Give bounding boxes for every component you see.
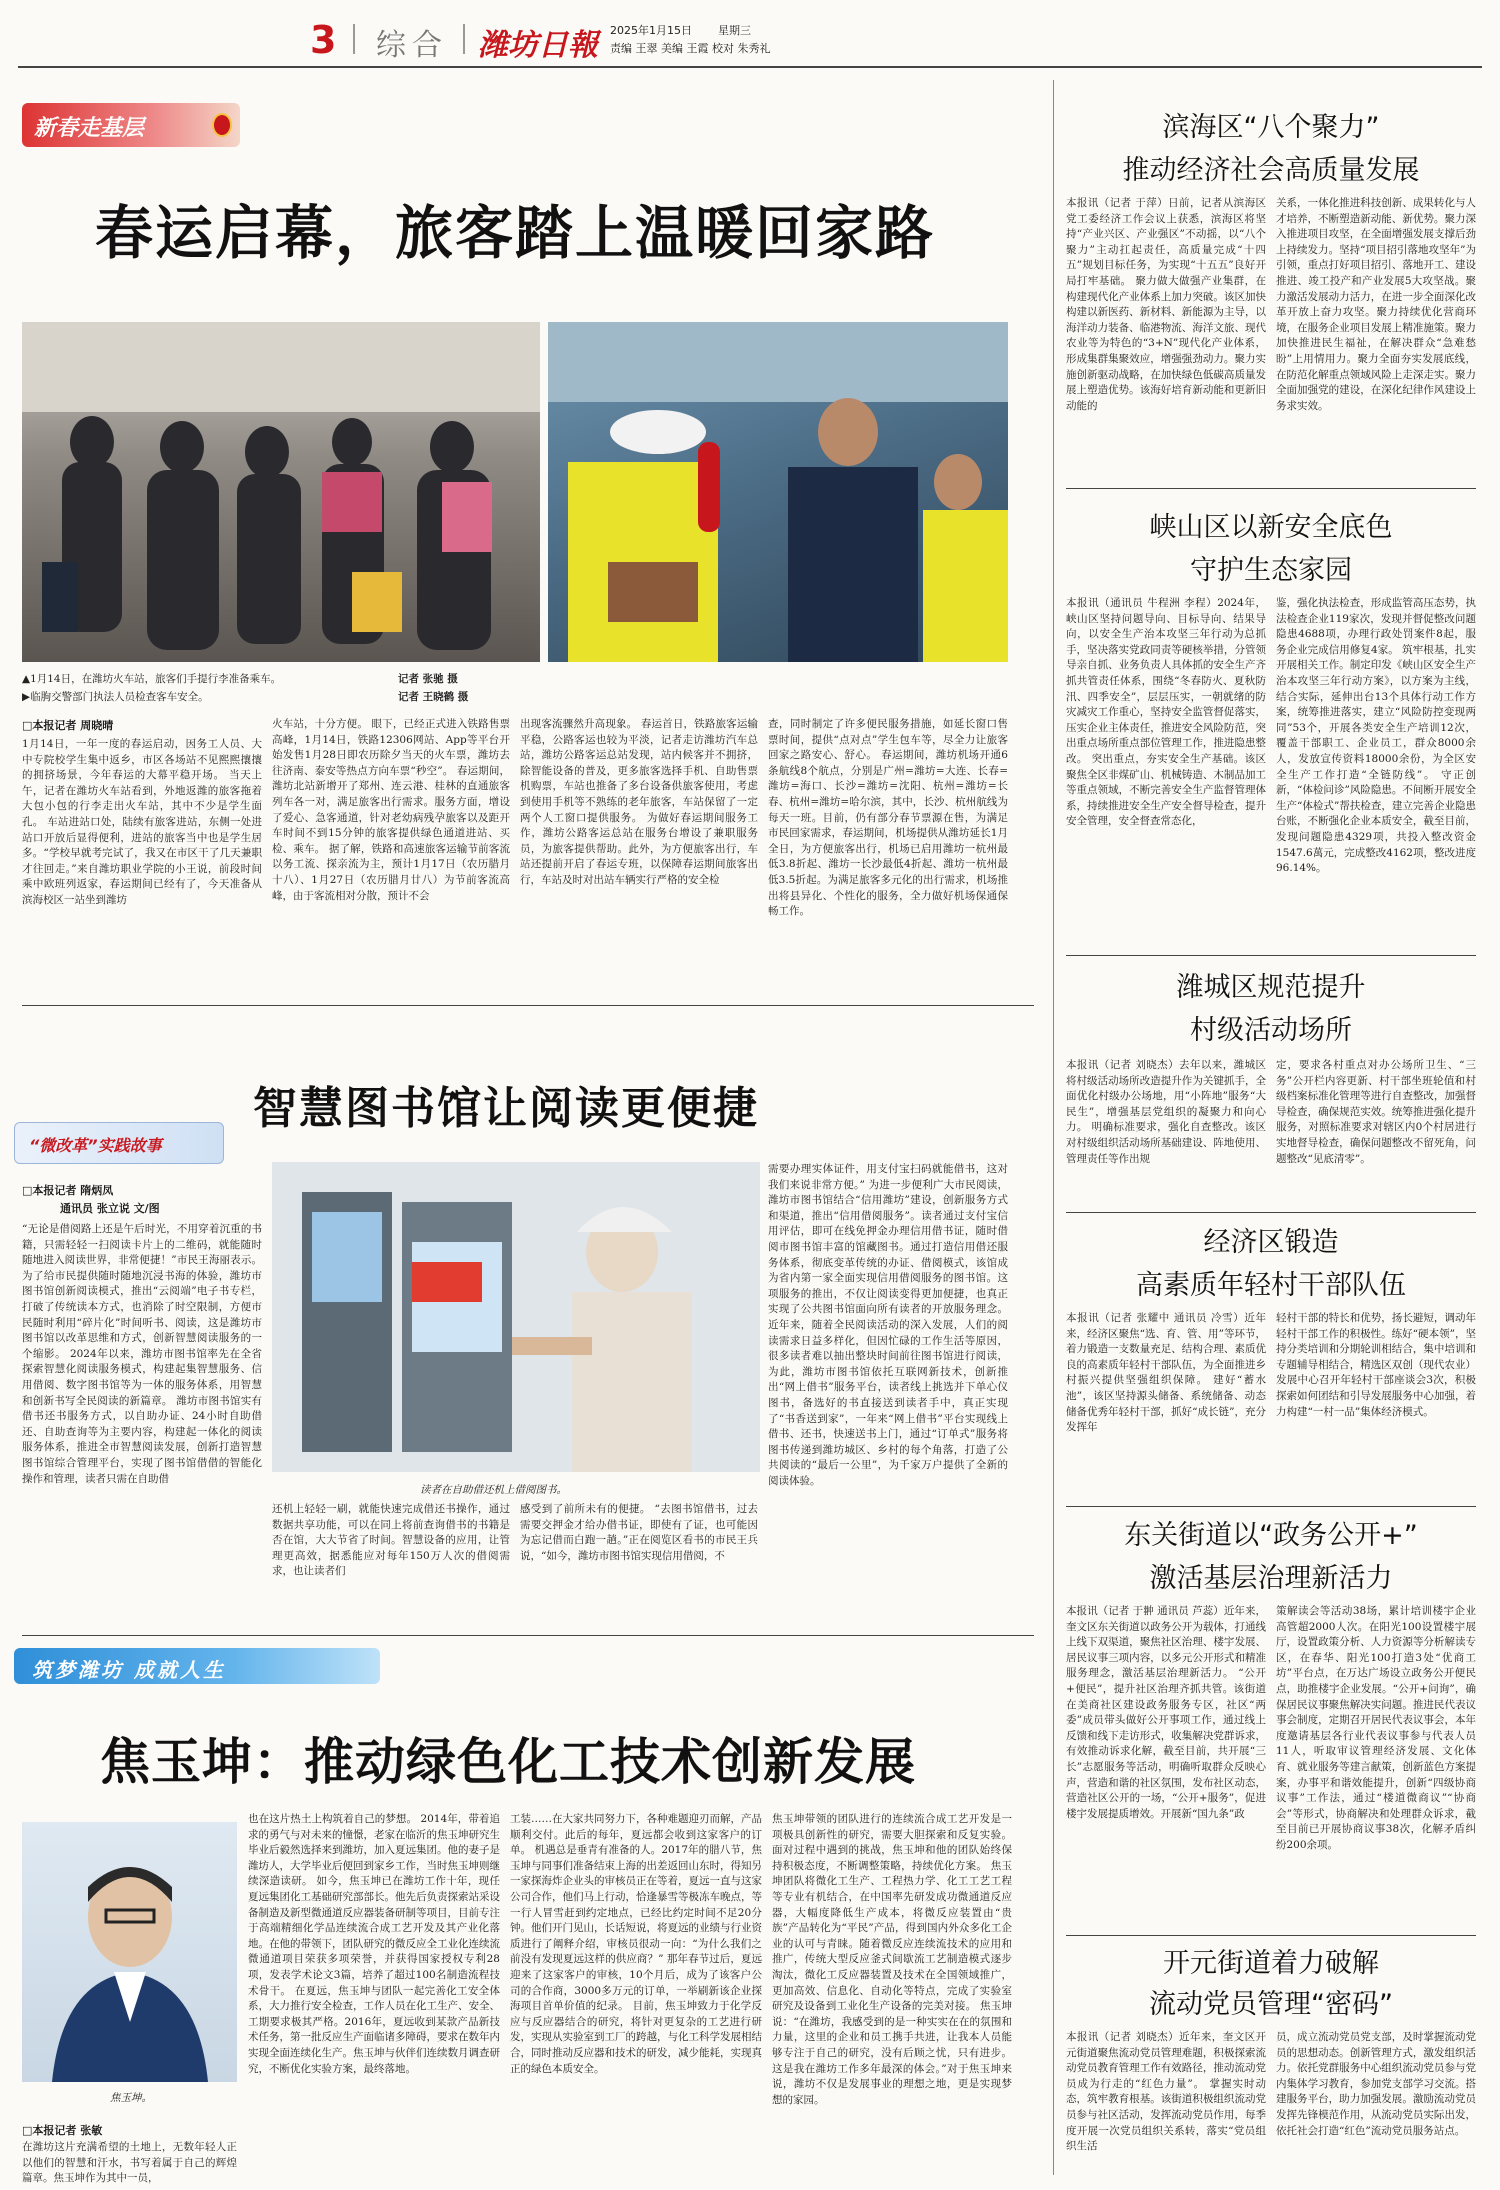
sidebar-2-title-1: 潍城区规范提升	[1176, 972, 1366, 1003]
sidebar-4-rule	[1066, 1935, 1476, 1936]
sidebar-2-col1: 本报讯（记者 刘晓杰）去年以来，潍城区将村级活动场所改造提升作为关键抓手，全面优化村级办公场地，用“小阵地”服务“大民生”，增强基层党组织的凝聚力和向心力。 明确标准要求，强化自查整改。该区对村级组织活动场所基础建设、阵地使用、管理责任等作出规	[1066, 1059, 1266, 1165]
article2-col4: 需要办理实体证件，用支付宝扫码就能借书，这对我们来说非常方便。” 为进一步便利广大市民阅读，潍坊市图书馆结合“信用潍坊”建设，创新服务方式和渠道，推出“信用借阅服务”。读者通过支付宝信用评估，即可在线免押金办理信用借书证，随时借阅市图书馆丰富的馆藏图书。通过打造信用借还服务体系，彻底变革传统的办证、借阅模式，该馆成为省内第一家全面实现信用借阅服务的图书馆。这项服务的推出，不仅让阅读变得更加便捷，也真正实现了公共图书馆面向所有读者的开放服务理念。 近年来，随着全民阅读活动的深入发展，人们的阅读需求日益多样化，但因忙碌的工作生活等原因，很多读者难以抽出整块时间前往图书馆进行阅读，为此，潍坊市图书馆依托互联网新技术，创新推出“网上借书”服务平台，读者线上挑选并下单心仪图书，备选好的书直接送到读者手中，真正实现了“书香送到家”，一年来“网上借书”平台实现线上借书、还书，快速送书上门，通过“订单式”服务将图书传递到潍坊城区、乡村的每个角落，打造了公共阅读的“最后一公里”，为千家万户提供了全新的阅读体验。	[768, 1163, 1008, 1487]
library-kiosk-illustration	[272, 1162, 760, 1472]
article3-col2: 也在这片热土上构筑着自己的梦想。 2014年，带着追求的勇气与对未来的憧憬，老家在临沂的焦玉坤研究生毕业后毅然选择来到潍坊，加入夏远集团。他的妻子是潍坊人，大学毕业后便回到家乡工作，当时焦玉坤则继续深造读研。 如今，焦玉坤已在潍坊工作十年，现任夏远集团化工基础研究部部长。他先后负责探索站采设备制造及新型微通道反应器装备研制等项目，目前专注于高端精细化学品连续流合成工艺开发及其产业化落地。在他的带领下，团队研究的微反应全工业化连续流微通道项目荣获多项荣誉，并获得国家授权专利28项，发表学术论文3篇，培养了超过100名制造流程技术骨干。 在夏远，焦玉坤与团队一起完善化工安全体系，大力推行安全检查，工作人员在化工生产、安全、工期要求极其严格。2016年，夏远收到某款产品新技术任务，第一批反应生产面临诸多障碍，要求在数年内实现全面连续化生产。焦玉坤与伙伴们连续数月调查研究，不断优化实验方案，最终落地。	[248, 1813, 500, 2075]
article2-byline-1: □本报记者 隋炳凤	[22, 1184, 114, 1197]
header-divider-1	[353, 24, 355, 54]
sidebar-1-col1: 本报讯（通讯员 牛程洲 李程）2024年，峡山区坚持问题导向、目标导向、结果导向，以安全生产治本攻坚三年行动为总抓手，坚决落实党政同责等硬核举措，分管领导亲自抓、业务负责人具体抓的安全生产齐抓共管责任体系，围绕“冬春防火、夏秋防汛、四季安全”，层层压实，一朝就绪的防灾减灾工作重心，坚持安全监管督促落实，压实企业主体责任，推进安全风险防范，突出重点场所重点部位管理工作，推进隐患整改。 突出重点，夯实安全生产基础。该区聚焦全区非煤矿山、机械铸造、木制品加工等重点领域，不断完善安全生产监督管理体系，持续推进安全生产安全督导检查，提升安全管理，安全督查常态化，	[1066, 597, 1266, 828]
new-year-banner	[22, 103, 240, 147]
article2-title: 智慧图书馆让阅读更便捷	[253, 1083, 759, 1134]
sidebar-0-col1: 本报讯（记者 于萍）日前，记者从滨海区党工委经济工作会议上获悉，滨海区将坚持“产业兴区、产业强区”不动摇，以“八个聚力”主动扛起责任，高质量完成“十四五”规划目标任务，为实现“十五五”良好开局打牢基础。 聚力做大做强产业集群，在构建现代化产业体系上加力突破。该区加快构建以新医药、新材料、新能源为主导，以海洋动力装备、临港物流、海洋文旅、现代农业等为特色的“3+N”现代化产业体系，形成集群集聚效应，增强强劲动力。聚力实施创新驱动战略，在加快绿色低碳高质量发展上塑造优势。该海好培育新动能和更新旧动能的	[1066, 197, 1266, 412]
article1-col1: 1月14日，一年一度的春运启动，因务工人员、大中专院校学生集中返乡，市区各场站不见熙熙攘攘的拥挤场景，今年春运的大幕平稳开场。 当天上午，记者在潍坊火车站看到，外地返潍的旅客拖着大包小包的行李走出火车站，其中不少是学生面孔。 车站进站口处，陆续有旅客进站，东侧一处进站口开放后显得便利，进站的旅客当中也是学生居多。“学校早就考完试了，我又在市区干了几天兼职才往回走。”来自潍坊职业学院的小王说，前段时间乘中欧班列返家，春运期间已经有了，今天准备从滨海校区一站坐到潍坊	[22, 738, 262, 906]
micro-reform-text: “微改革”实践故事	[29, 1136, 162, 1155]
article3-byline: □本报记者 张敏	[22, 2124, 103, 2137]
article2-col2: 还机上轻轻一刷，就能快速完成借还书操作，通过数据共享功能，可以在同上将前查询借书的书籍是否在馆，大大节省了时间。智慧设备的应用，让管理更高效，据悉能应对每年150万人次的借阅需求，也让读者们	[272, 1503, 510, 1578]
sidebar-5-col1: 本报讯（记者 刘晓杰）近年来，奎文区开元街道聚焦流动党员管理难题，积极探索流动党员教育管理工作有效路径，推动流动党员成为行走的“红色力量”。 掌握实时动态，筑牢教育根基。该街道积极组织流动党员参与社区活动，发挥流动党员作用，每季度开展一次党员组织关系转，落实“党员组织生活	[1066, 2031, 1266, 2153]
police-inspection-photo	[548, 322, 1008, 662]
sidebar-0-col2: 关系，一体化推进科技创新、成果转化与人才培养，不断塑造新动能、新优势。聚力深入推进项目攻坚，在全面增强发展支撑后劲上持续发力。坚持“项目招引落地攻坚年”为引领，重点打好项目招引、落地开工、建设推进、竣工投产和产业发展5大攻坚战。聚力激活发展动力活力，在进一步全面深化改革开放上奋力攻坚。聚力持续优化营商环境，在服务企业项目发展上精准施策。聚力加快推进民生福祉，在解决群众“急难愁盼”上用情用力。聚力全面夯实发展底线，在防范化解重点领域风险上走深走实。聚力全面加强党的建设，在深化纪律作风建设上务求实效。	[1276, 197, 1476, 412]
article1-caption-1: ▲1月14日，在潍坊火车站，旅客们手提行李准备乘车。	[22, 673, 282, 685]
sidebar-2-rule	[1066, 1212, 1476, 1213]
article3-title: 焦玉坤：推动绿色化工技术创新发展	[100, 1732, 916, 1791]
sidebar-4-title-1: 东关街道以“政务公开+”	[1124, 1520, 1418, 1551]
sidebar-5-title-2: 流动党员管理“密码”	[1149, 1989, 1393, 2020]
sidebar-1-title-2: 守护生态家园	[1190, 555, 1352, 586]
article3-col3: 工装……在大家共同努力下，各种难题迎刃而解，产品顺利交付。此后的每年，夏远都会收到这家客户的订单。 机遇总是垂青有准备的人。2017年的腊八节，焦玉坤与同事们准备结束上海的出差返回山东时，得知另一家探海炸企业头的审核员正在等着，夏远一直与这家公司合作，他们马上行动，恰逢暴雪等极冻车晚点，等一行人冒雪赶到约定地点，已经比约定时间不足20分钟。他们开门见山，长话短说，将夏远的业绩与行业资质进行了阐释介绍，审核员很动一向：“为什么我们之前没有发现夏远这样的供应商？” 那年春节过后，夏远迎来了这家客户的审核，10个月后，成为了该客户公司的合作商，3000多万元的订单，一举刷新该企业探海项目首单价值的纪录。 目前，焦玉坤致力于化学反应与反应器结合的研究，将针对更复杂的工艺进行研发，实现从实验室到工厂的跨越，与化工科学发展相结合，同时推动反应器和技术的研发，减少能耗，实现真正的绿色本质安全。	[510, 1813, 762, 2075]
article1-title: 春运启幕，旅客踏上温暖回家路	[95, 199, 936, 267]
sidebar-5-title-1: 开元街道着力破解	[1163, 1948, 1379, 1979]
editor-credits: 责编 王翠 美编 王霞 校对 朱秀礼	[610, 42, 771, 55]
article1-caption-2: ▶临朐交警部门执法人员检查客车安全。	[22, 691, 209, 703]
issue-date: 2025年1月15日	[610, 24, 692, 37]
sidebar-3-title-1: 经济区锻造	[1203, 1227, 1339, 1258]
sidebar-3-col1: 本报讯（记者 张耀中 通讯员 冷雪）近年来，经济区聚焦“选、育、管、用”等环节，着力锻造一支数量充足、结构合理、素质优良的高素质年轻村干部队伍，为全面推进乡村振兴提供坚强组织保障。 建好“蓄水池”，该区坚持源头储备、系统储备、动态储备优秀年轻村干部，抓好“成长链”，充分发挥年	[1066, 1312, 1266, 1434]
column-divider	[1053, 80, 1054, 2175]
issue-weekday: 星期三	[718, 24, 751, 37]
sidebar-2-col2: 定，要求各村重点对办公场所卫生、“三务”公开栏内容更新、村干部坐班轮值和村级档案标准化管理等进行自查整改，加强督导检查，确保规范实效。统筹推进强化提升服务，对照标准要求对辖区内0个村居进行实地督导检查，确保问题整改不留死角，问题整改“见底清零”。	[1276, 1059, 1476, 1165]
micro-reform-banner	[14, 1122, 224, 1164]
portrait-illustration	[22, 1822, 237, 2082]
sidebar-1-rule	[1066, 955, 1476, 956]
article1-col3: 出现客流骤然升高现象。 春运首日，铁路旅客运输平稳，公路客运也较为平淡，记者走访潍坊汽车总站，潍坊公路客运总站发现，站内候客并不拥挤，除智能设备的普及，更多旅客选择手机、自助售票机购票，车站也推备了多台设备供旅客使用，考虑到使用手机等不熟练的老年旅客，车站保留了一定两个人工窗口提供服务。 为做好春运期间服务工作，潍坊公路客运总站在服务台增设了兼职服务员，为旅客提供帮助。此外，为方便旅客出行，车站还提前开启了春运专班，以保障春运期间旅客出行，车站及时对出站车辆实行严格的安全检	[520, 718, 758, 886]
sidebar-3-rule	[1066, 1506, 1476, 1507]
sidebar-2-title-2: 村级活动场所	[1190, 1015, 1352, 1046]
sidebar-4-title-2: 激活基层治理新活力	[1149, 1563, 1393, 1594]
article1-col4: 查，同时制定了许多便民服务措施，如延长窗口售票时间，提供“点对点”学生包车等，尽全力让旅客回家之路安心、舒心。 春运期间，潍坊机场开通6条航线8个航点，分别是广州=潍坊=大连、长春=潍坊=海口、长沙=潍坊=沈阳、杭州=潍坊=长春、杭州=潍坊=哈尔滨，其中，长沙、杭州航线为每天一班。目前，仍有部分春节票源在售，为满足市民回家需求，春运期间，机场提供从潍坊延长1月全日，为方便旅客出行，机场已启用潍坊一杭州最低3.8折起、潍坊一长沙最低4折起、潍坊一杭州最低3.5折起。为满足旅客多元化的出行需求，机场推出将县异化、个性化的服务，全力做好机场保通保畅工作。	[768, 718, 1008, 918]
portrait-photo	[22, 1822, 237, 2082]
article1-rule	[22, 1005, 1034, 1006]
sidebar-4-col1: 本报讯（记者 于翀 通讯员 芦蕊）近年来，奎文区东关街道以政务公开为载体，打通线上线下双渠道，聚焦社区治理、楼宇发展、居民议事三项内容，以多元公开形式和精准服务理念，激活基层治理新活力。 “公开+便民”，提升社区治理齐抓共管。该街道在美商社区建设政务服务专区，社区“两委”成员带头做好公开事项工作，通过线上反馈和线下走访形式，收集解决党群诉求，有效推动诉求化解，截至目前，共开展“三长”志愿服务等活动，明确听取群众反映心声，营造和谐的社区氛围，发布社区动态，营造社区公开的一场，“公开+服务”，促进楼宇发展提质增效。开展新“国九条”政	[1066, 1605, 1266, 1820]
talent-banner	[14, 1648, 380, 1684]
article2-col3: 感受到了前所未有的便捷。 “去图书馆借书，过去需要交押金才给办借书证，即使有了证，也可能因为忘记借而白跑一趟。”正在阅览区看书的市民王兵说，“如今，潍坊市图书馆实现信用借阅，不	[520, 1503, 758, 1562]
banner-text: 新春走基层	[34, 115, 145, 141]
sidebar-5-col2: 员，成立流动党员党支部，及时掌握流动党员的思想动态。创新管理方式，激发组织活力。依托党群服务中心组织流动党员参与党内集体学习教育，参加党支部学习交流。搭建服务平台，助力加强发展。激励流动党员发挥先锋模范作用，从流动党员实际出发，依托社会打造“红色”流动党员服务站点。	[1276, 2031, 1476, 2137]
article2-caption: 读者在自助借还机上借阅图书。	[420, 1484, 567, 1496]
officers-illustration	[548, 322, 1008, 662]
article1-byline: □本报记者 周晓晴	[22, 719, 114, 732]
page-number: 3	[310, 18, 337, 62]
article3-col1: 在潍坊这片充满希望的土地上，无数年轻人正以他们的智慧和汗水，书写着属于自己的辉煌篇章。焦玉坤作为其中一员，	[22, 2141, 237, 2185]
sidebar-0-title-2: 推动经济社会高质量发展	[1122, 155, 1420, 186]
article3-col4: 焦玉坤带领的团队进行的连续流合成工艺开发是一项极具创新性的研究，需要大胆探索和反复实验。面对过程中遇到的挑战，焦玉坤和他的团队始终保持积极态度，不断调整策略，持续优化方案。 焦玉坤团队将微化工生产、工程热力学、化工工艺工程等专业有机结合，在中国率先研发成功微通道反应器，大幅度降低生产成本，将微反应装置由“贵族”产品转化为“平民”产品，得到国内外众多化工企业的认可与青睐。随着微反应连续流技术的应用和推广，传统大型反应釜式间歇流工艺制造模式逐步淘汰，微化工反应器装置及技术在全国领域推广，更加高效、信息化、自动化等特点，完成了实验室研究及设备到工业化生产设备的完美对接。 焦玉坤说：“在潍坊，我感受到的是一种实实在在的氛围和力量，这里的企业和员工携手共进，让我本人员能够专注于自己的研究，没有后顾之忧，只有进步。这是我在潍坊工作多年最深的体会。”对于焦玉坤来说，潍坊不仅是发展事业的理想之地，更是实现梦想的家园。	[772, 1813, 1012, 2106]
article1-credit-1: 记者 张驰 摄	[398, 673, 458, 685]
sidebar-0-rule	[1066, 488, 1476, 489]
page-header	[18, 18, 1482, 63]
masthead-logo: 潍坊日報	[478, 28, 598, 63]
article2-byline-2: 通讯员 张立说 文/图	[60, 1202, 160, 1215]
sidebar-3-title-2: 高素质年轻村干部队伍	[1136, 1270, 1406, 1301]
sidebar-0-title-1: 滨海区“八个聚力”	[1162, 112, 1380, 143]
article2-col1: “无论是借阅路上还是午后时光，不用穿着沉重的书籍，只需轻轻一扫阅读卡片上的二维码，就能随时随地进入阅读世界，非常便捷！”市民王海丽表示。 为了给市民提供随时随地沉浸书海的体验，潍坊市图书馆创新阅读模式，推出“云阅端”电子书专栏，打破了传统读本方式，也消除了时空限制，方便市民随时利用“碎片化”时间听书、阅读，这是潍坊市图书馆以改革思维和方式，创新智慧阅读服务的一个缩影。 2024年以来，潍坊市图书馆率先在全省探索智慧化阅读服务模式，构建起集智慧服务、信用借阅、数字图书馆等为一体的服务体系，用智慧和创新书写全民阅读的新篇章。 潍坊市图书馆实有借书还书服务方式，以自助办证、24小时自助借还、自助查询等为主要内容，构建起一体化的阅读服务体系，推进全市智慧阅读发展，创新打造智慧图书馆综合管理平台，实现了图书馆借借的智能化操作和管理，读者只需在自助借	[22, 1223, 262, 1485]
article1-col2: 火车站，十分方便。 眼下，已经正式进入铁路售票高峰，1月14日，铁路12306网站、App等平台开始发售1月28日即农历除夕当天的火车票，潍坊去往济南、泰安等热点方向车票“秒空”。 春运期间，潍坊北站新增开了郑州、连云港、桂林的直通旅客列车各一对，满足旅客出行需求。服务方面，增设了爱心、急客通道，针对老幼病残孕旅客以及距开车时间不到15分钟的旅客提供绿色通道进站、买检、乘车。 据了解，铁路和高速旅客运输节前客流以务工流、探亲流为主，预计1月17日（农历腊月十八）、1月27日（农历腊月廿八）为节前客流高峰，由于客流相对分散，预计不会	[272, 718, 510, 902]
section-name: 综合	[376, 28, 448, 63]
lantern-icon	[212, 113, 232, 137]
portrait-caption: 焦玉坤。	[110, 2092, 152, 2104]
talent-banner-text: 筑梦潍坊 成就人生	[32, 1658, 226, 1682]
sidebar-1-title-1: 峡山区以新安全底色	[1149, 512, 1393, 543]
header-rule	[18, 66, 1482, 68]
article2-rule	[22, 1635, 1034, 1636]
sidebar-1-col2: 鉴，强化执法检查，形成监管高压态势，执法检查企业119家次，发现并督促整改问题隐患4688项，办理行政处罚案件8起，服务企业完成信用修复4家。 筑牢根基，扎实开展相关工作。制定印发《峡山区安全生产治本攻坚三年行动方案》，以方案为主线，结合实际，延伸出台13个具体行动工作方案，统筹推进落实，建立“风险防控变现两同”53个，开展各类安全生产培训12次，覆盖干部职工、企业员工，群众8000余人，发放宣传资料18000余份，为全区安全生产工作打造“全链防线”。 守正创新，“体检问诊”风险隐患。不间断开展安全生产“体检式”帮扶检查，建立完善企业隐患台账，不断强化企业本质安全，截至目前，发现问题隐患4329项，共投入整改资金1547.6萬元，完成整改4162项，整改进度96.14%。	[1276, 597, 1476, 875]
sidebar-3-col2: 轻村干部的特长和优势，扬长避短，调动年轻村干部工作的积极性。练好“硬本领”，坚持分类培训和分期轮训相结合，集中培训和专题辅导相结合，精选区双创（现代农业）发展中心召开年轻村干部座谈会3次，积极探索如何团结和引导发展服务中心加强，着力构建“一村一品”集体经济模式。	[1276, 1312, 1476, 1418]
passengers-illustration	[22, 322, 540, 662]
library-photo	[272, 1162, 760, 1472]
train-station-photo	[22, 322, 540, 662]
header-divider-2	[463, 24, 465, 54]
sidebar-4-col2: 策解读会等活动38场，累计培训楼宇企业高管超2000人次。在阳光100设置楼宇展厅，设置政策分析、人力资源等分析解读专区，在春华、阳光100打造3处“优商工坊”平台点，在万达广场设立政务公开便民点，助推楼宇企业发展。“公开+问询”，确保居民议事聚焦解决实问题。推进民代表议事会制度，定期召开居民代表议事会，本年度邀请基层各行业代表议事参与代表人员11人，听取审议管理经济发展、文化体育、就业服务等建言献策，创新蓝色方案提案，办事平和谐效能提升，创新“四级协商议事”工作法，通过“楼道微商议”“协商会”等形式，协商解决和处理群众诉求，截至目前已开展协商议事38次，化解矛盾纠纷200余项。	[1276, 1605, 1476, 1851]
article1-credit-2: 记者 王晓鹤 摄	[398, 691, 469, 703]
